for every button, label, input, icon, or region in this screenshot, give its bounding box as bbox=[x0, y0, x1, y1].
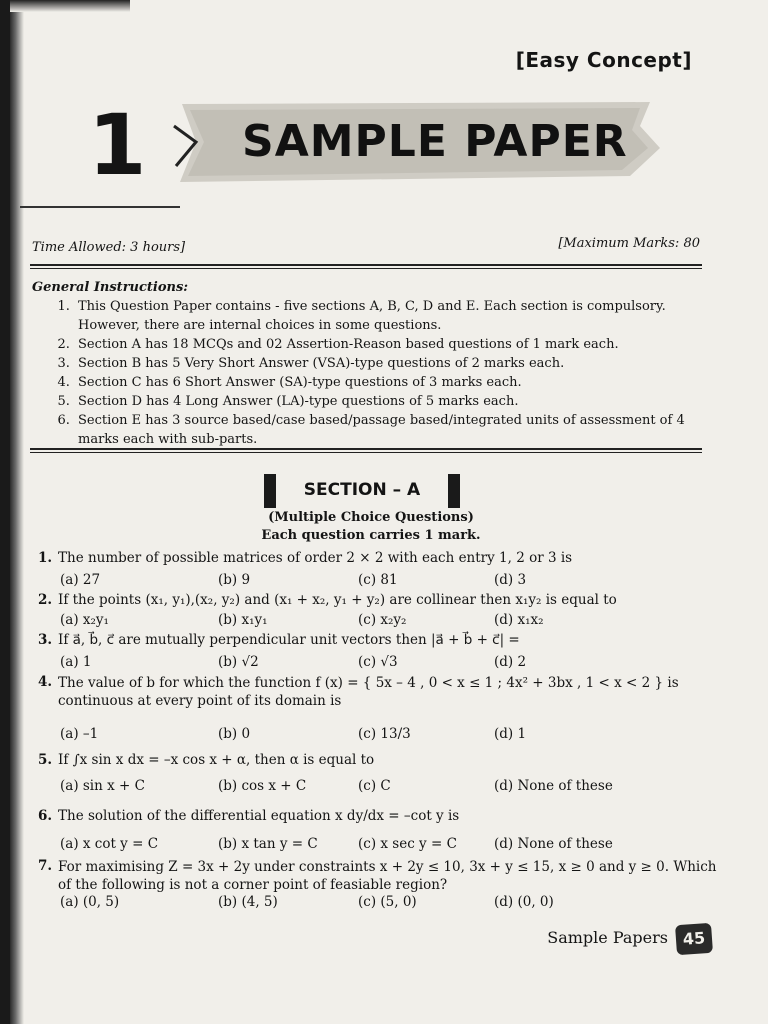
option-c: (c) 81 bbox=[358, 572, 398, 588]
option-d: (d) (0, 0) bbox=[494, 894, 554, 910]
difficulty-tag: [Easy Concept] bbox=[515, 48, 692, 72]
option-b: (b) 9 bbox=[218, 572, 251, 588]
option-d: (d) 1 bbox=[494, 726, 527, 742]
options-row bbox=[38, 836, 718, 858]
options-row bbox=[38, 654, 718, 674]
question-7: 7. For maximising Z = 3x + 2y under constraints x + 2y ≤ 10, 3x + y ≤ 15, x ≥ 0 and y ≥ 0. Which of the following is not a corner point of feasiable region? bbox=[38, 858, 717, 893]
instruction-item: 5. Section D has 4 Long Answer (LA)-type questions of 5 marks each. bbox=[74, 392, 702, 411]
option-d: (d) 3 bbox=[494, 572, 527, 588]
option-a: (a) –1 bbox=[60, 726, 99, 742]
options-row bbox=[38, 726, 718, 752]
option-a: (a) x₂y₁ bbox=[60, 612, 109, 628]
question-text: If a⃗, b⃗, c⃗ are mutually perpendicular unit vectors then |a⃗ + b⃗ + c⃗| = bbox=[58, 632, 520, 648]
option-b: (b) √2 bbox=[218, 654, 259, 670]
question-text: For maximising Z = 3x + 2y under constraints x + 2y ≤ 10, 3x + y ≤ 15, x ≥ 0 and y ≥ 0. Which of the following is not a corner point of feasiable region? bbox=[58, 859, 717, 893]
option-a: (a) 27 bbox=[60, 572, 101, 588]
paper-number: 1 bbox=[88, 96, 147, 194]
option-b: (b) cos x + C bbox=[218, 778, 307, 794]
instruction-item: 2. Section A has 18 MCQs and 02 Assertion-Reason based questions of 1 mark each. bbox=[74, 335, 702, 354]
page-number-badge: 45 bbox=[675, 923, 713, 955]
section-title: SECTION – A bbox=[303, 480, 421, 500]
instructions-rule bbox=[30, 448, 702, 453]
section-subtitle: (Multiple Choice Questions) bbox=[268, 510, 474, 525]
question-text: The value of b for which the function f (x) = { 5x – 4 , 0 < x ≤ 1 ; 4x² + 3bx , 1 < x < 2 } is continuous at every point of its domain is bbox=[58, 675, 679, 709]
paper-page bbox=[10, 0, 768, 1024]
option-a: (a) x cot y = C bbox=[60, 836, 159, 852]
instruction-item: 1. This Question Paper contains - five sections A, B, C, D and E. Each section is compulsory. However, there are internal choices in some questions. bbox=[74, 297, 702, 335]
option-d: (d) 2 bbox=[494, 654, 527, 670]
option-a: (a) 1 bbox=[60, 654, 92, 670]
question-text: If the points (x₁, y₁),(x₂, y₂) and (x₁ + x₂, y₁ + y₂) are collinear then x₁y₂ is equal to bbox=[58, 592, 617, 608]
question-list bbox=[38, 550, 718, 914]
general-instructions bbox=[32, 278, 702, 449]
section-heading-box bbox=[264, 474, 460, 508]
question-1: 1. The number of possible matrices of order 2 × 2 with each entry 1, 2 or 3 is bbox=[38, 550, 718, 572]
question-5: 5. If ∫x sin x dx = –x cos x + α, then α is equal to bbox=[38, 752, 718, 778]
maximum-marks: [Maximum Marks: 80 bbox=[558, 236, 700, 251]
option-b: (b) x tan y = C bbox=[218, 836, 318, 852]
options-row bbox=[38, 894, 718, 914]
option-b: (b) 0 bbox=[218, 726, 251, 742]
option-c: (c) 13/3 bbox=[358, 726, 411, 742]
option-a: (a) sin x + C bbox=[60, 778, 145, 794]
options-row bbox=[38, 778, 718, 808]
question-3: 3. If a⃗, b⃗, c⃗ are mutually perpendicular unit vectors then |a⃗ + b⃗ + c⃗| = bbox=[38, 632, 718, 654]
question-6: 6. The solution of the differential equation x dy/dx = –cot y is bbox=[38, 808, 718, 836]
option-a: (a) (0, 5) bbox=[60, 894, 120, 910]
question-text: The number of possible matrices of order 2 × 2 with each entry 1, 2 or 3 is bbox=[58, 550, 573, 566]
question-text: If ∫x sin x dx = –x cos x + α, then α is equal to bbox=[58, 752, 375, 768]
instruction-item: 3. Section B has 5 Very Short Answer (VSA)-type questions of 2 marks each. bbox=[74, 354, 702, 373]
instructions-list bbox=[32, 297, 702, 449]
option-d: (d) None of these bbox=[494, 836, 613, 852]
option-b: (b) x₁y₁ bbox=[218, 612, 268, 628]
page-title: SAMPLE PAPER bbox=[242, 116, 628, 167]
option-c: (c) √3 bbox=[358, 654, 398, 670]
section-note: Each question carries 1 mark. bbox=[261, 528, 481, 543]
question-2: 2. If the points (x₁, y₁),(x₂, y₂) and (x₁ + x₂, y₁ + y₂) are collinear then x₁y₂ is equal to bbox=[38, 592, 718, 612]
option-c: (c) C bbox=[358, 778, 391, 794]
options-row bbox=[38, 612, 718, 632]
options-row bbox=[38, 572, 718, 592]
option-d: (d) None of these bbox=[494, 778, 613, 794]
time-allowed: Time Allowed: 3 hours] bbox=[32, 240, 186, 255]
option-c: (c) (5, 0) bbox=[358, 894, 417, 910]
instruction-item: 4. Section C has 6 Short Answer (SA)-type questions of 3 marks each. bbox=[74, 373, 702, 392]
footer-label: Sample Papers bbox=[547, 928, 668, 947]
option-c: (c) x sec y = C bbox=[358, 836, 457, 852]
number-underline bbox=[20, 206, 180, 208]
option-d: (d) x₁x₂ bbox=[494, 612, 544, 628]
instruction-item: 6. Section E has 3 source based/case based/passage based/integrated units of assessment of 4 marks each with sub-parts. bbox=[74, 411, 702, 449]
header-rule bbox=[30, 264, 702, 269]
instructions-heading: General Instructions: bbox=[32, 280, 189, 295]
option-b: (b) (4, 5) bbox=[218, 894, 278, 910]
question-text: The solution of the differential equation x dy/dx = –cot y is bbox=[58, 808, 460, 824]
question-4: 4. The value of b for which the function f (x) = { 5x – 4 , 0 < x ≤ 1 ; 4x² + 3bx , 1 < x < 2 } is continuous at every point of its domain is bbox=[38, 674, 718, 726]
option-c: (c) x₂y₂ bbox=[358, 612, 407, 628]
page-top-edge bbox=[10, 0, 130, 12]
